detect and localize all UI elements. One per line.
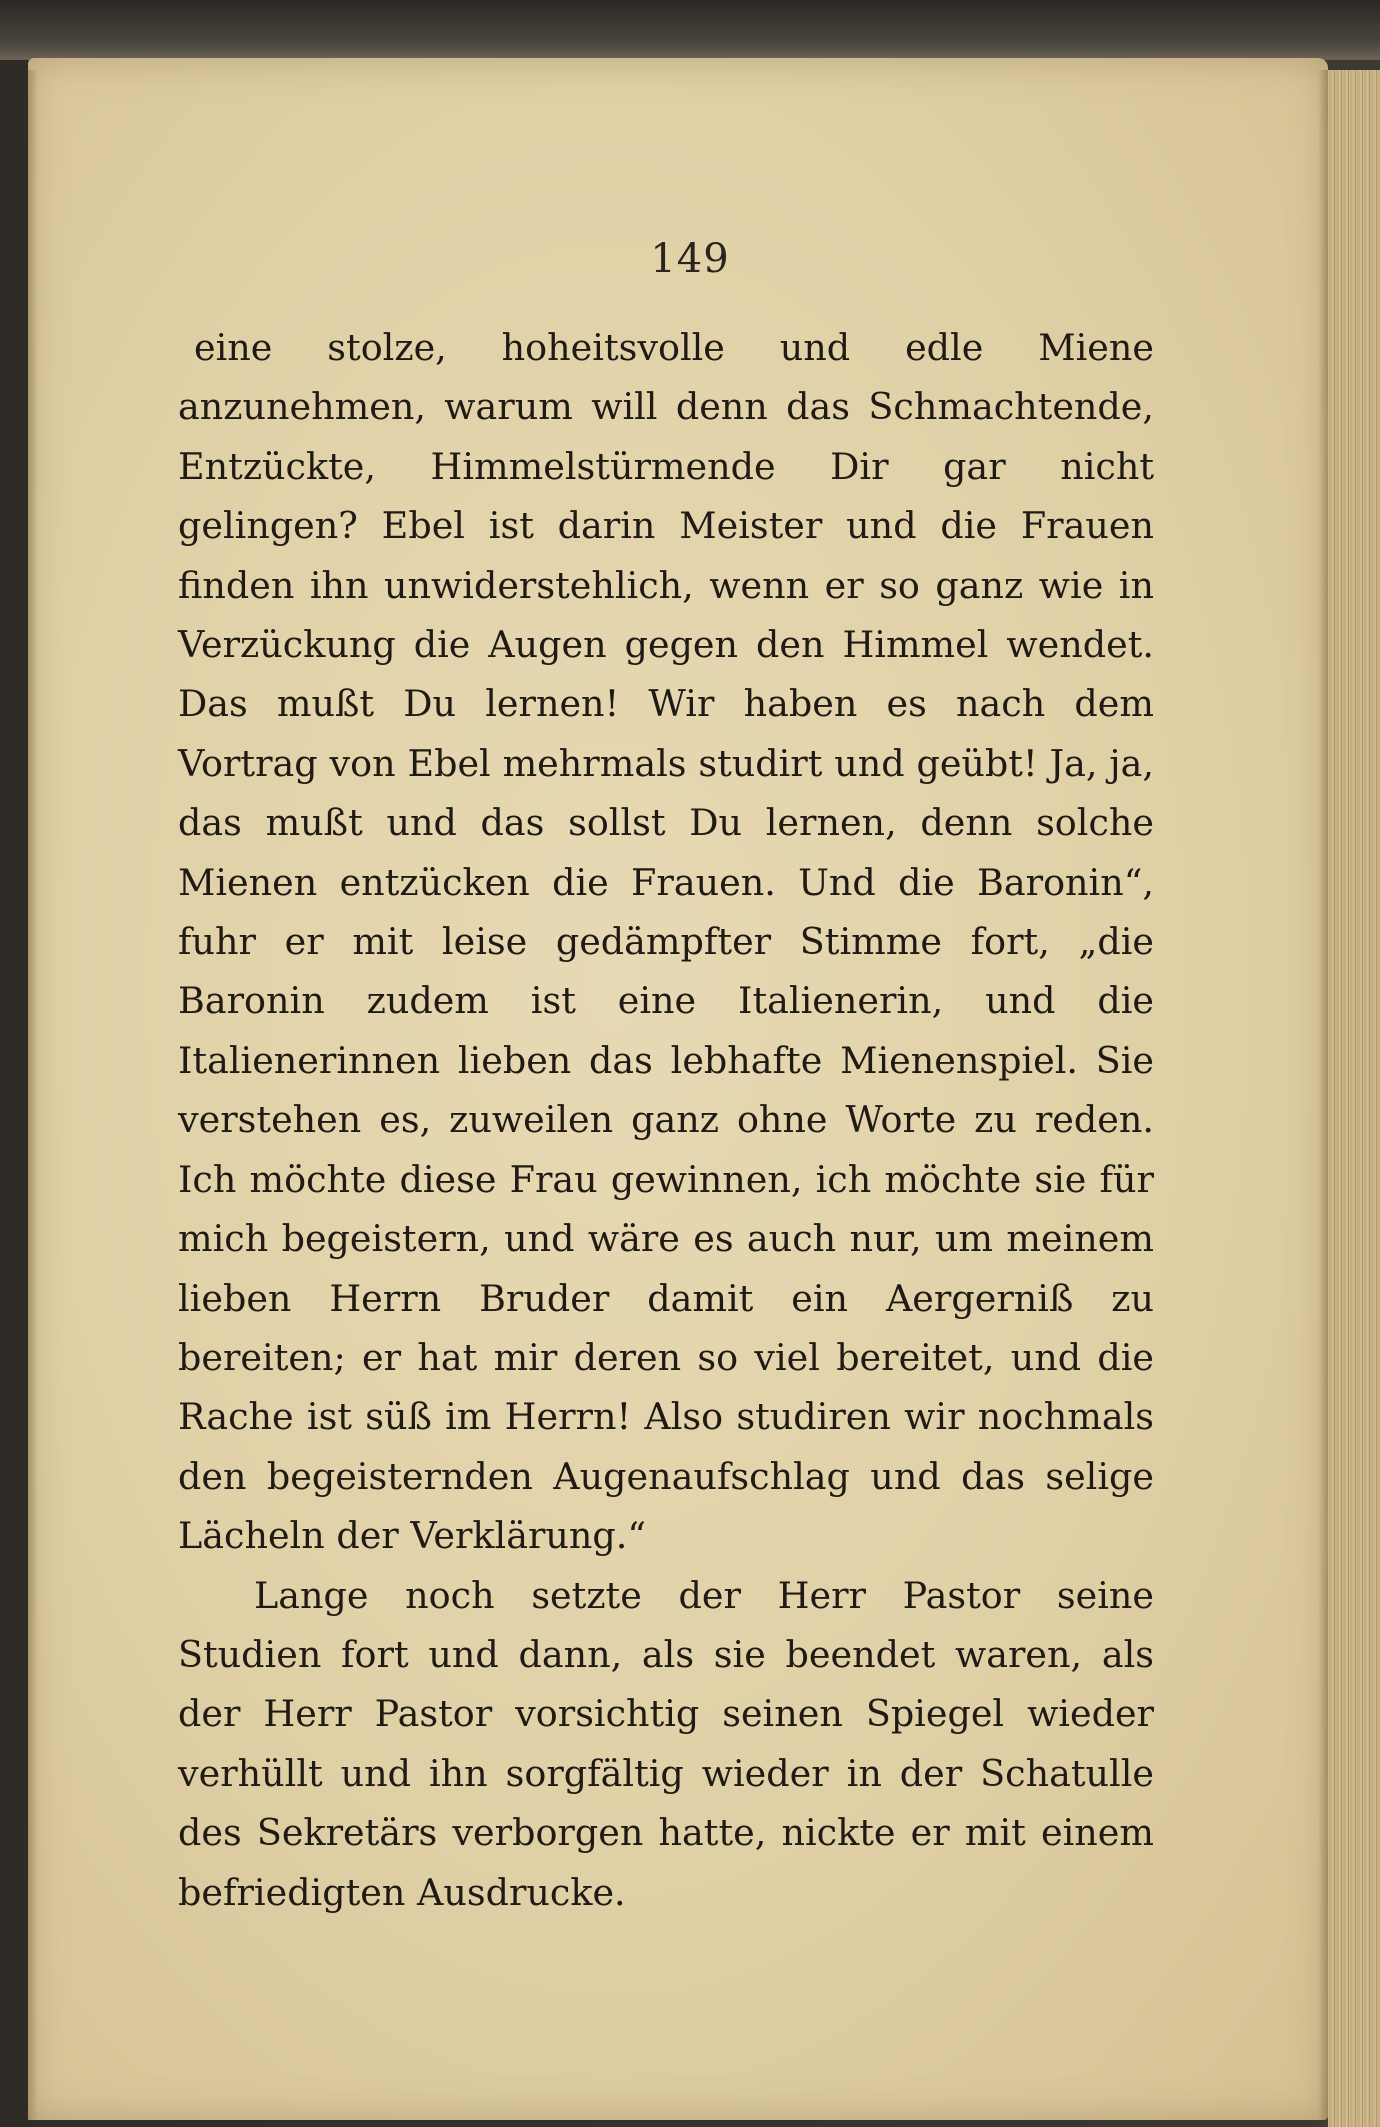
paragraph: Lange noch setzte der Herr Pastor seine Studien fort und dann, als sie beendet waren, als der Herr Pastor vorsichtig seinen Spiegel wieder verhüllt und ihn sorgfältig wieder in der Schatulle des Sekretärs verborgen hatte, nickte er mit einem befriedigten Ausdrucke. bbox=[178, 1573, 1154, 1914]
page-edges bbox=[1328, 70, 1380, 2127]
paragraph: eine stolze, hoheitsvolle und edle Miene anzunehmen, warum will denn das Schmachtende, Entzückte, Himmelstürmende Dir gar nicht gelingen? Ebel ist darin Meister und die Frauen finden ihn unwiderstehlich, wenn er so ganz wie in Verzückung die Augen gegen den Himmel wendet. Das mußt Du lernen! Wir haben es nach dem Vortrag von Ebel mehrmals studirt und geübt! Ja, ja, das mußt und das sollst Du lernen, denn solche Mienen entzücken die Frauen. Und die Baronin“, fuhr er mit leise gedämpfter Stimme fort, „die Baronin zudem ist eine Italienerin, und die Italienerinnen lieben das lebhafte Mienenspiel. Sie verstehen es, zuweilen ganz ohne Worte zu reden. Ich möchte diese Frau gewinnen, ich möchte sie für mich begeistern, und wäre es auch nur, um meinem lieben Herrn Bruder damit ein Aergerniß zu bereiten; er hat mir deren so viel bereitet, und die Rache ist süß im Herrn! Also studiren wir nochmals den begeisternden Augenaufschlag und das selige Lächeln der Verklärung.“ bbox=[178, 326, 1154, 1558]
book-cover-edge bbox=[0, 0, 1380, 60]
body-text bbox=[178, 318, 1154, 1922]
page-gutter bbox=[28, 70, 38, 2120]
page-number: 149 bbox=[650, 236, 730, 282]
